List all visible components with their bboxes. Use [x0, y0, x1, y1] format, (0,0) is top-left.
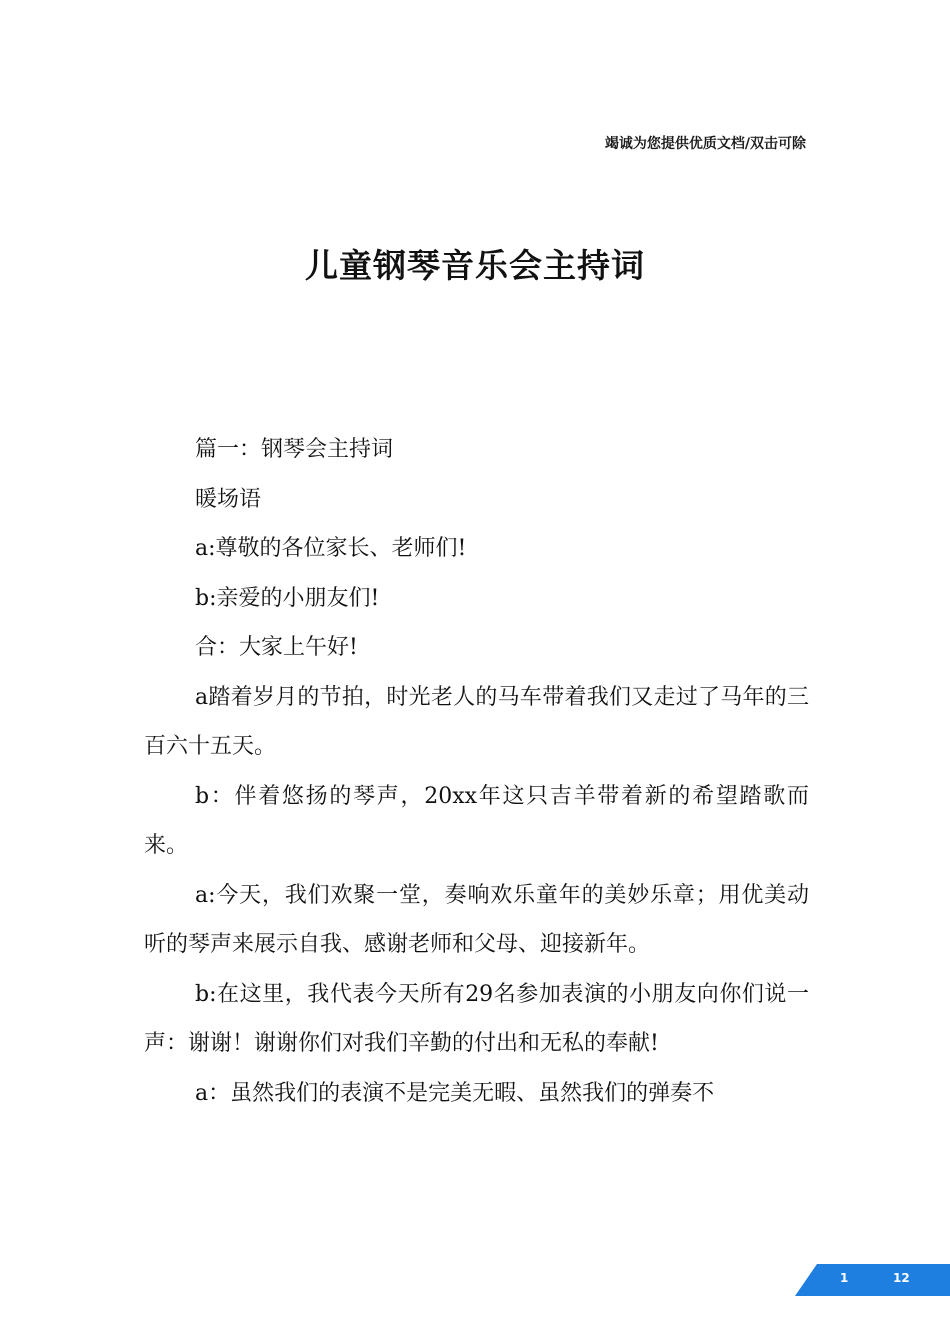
page-number-badge [795, 1264, 950, 1296]
paragraph: a踏着岁月的节拍，时光老人的马车带着我们又走过了马年的三百六十五天。 [144, 684, 809, 759]
page-current-number: 1 [840, 1271, 849, 1285]
paragraph: b:亲爱的小朋友们! [195, 585, 380, 611]
page-total-count: 12 [893, 1271, 910, 1285]
page-badge-background [795, 1264, 950, 1296]
paragraph: 合：大家上午好! [195, 635, 358, 660]
paragraph: 暖场语 [195, 486, 262, 512]
document-title: 儿童钢琴音乐会主持词 [305, 246, 645, 285]
paragraph: a:今天，我们欢聚一堂，奏响欢乐童年的美妙乐章；用优美动听的琴声来展示自我、感谢老师和父母、迎接新年。 [144, 882, 809, 957]
paragraph: a:尊敬的各位家长、老师们! [195, 536, 467, 561]
header-note: 竭诚为您提供优质文档/双击可除 [604, 136, 806, 152]
paragraph: a：虽然我们的表演不是完美无暇、虽然我们的弹奏不 [195, 1080, 715, 1106]
paragraph: b：伴着悠扬的琴声，20xx年这只吉羊带着新的希望踏歌而来。 [144, 783, 809, 858]
page-footer [0, 1244, 950, 1344]
paragraph: b:在这里，我代表今天所有29名参加表演的小朋友向你们说一声：谢谢！谢谢你们对我们辛勤的付出和无私的奉献! [144, 981, 809, 1056]
paragraph: 篇一：钢琴会主持词 [195, 437, 394, 462]
document-body [144, 425, 809, 1118]
